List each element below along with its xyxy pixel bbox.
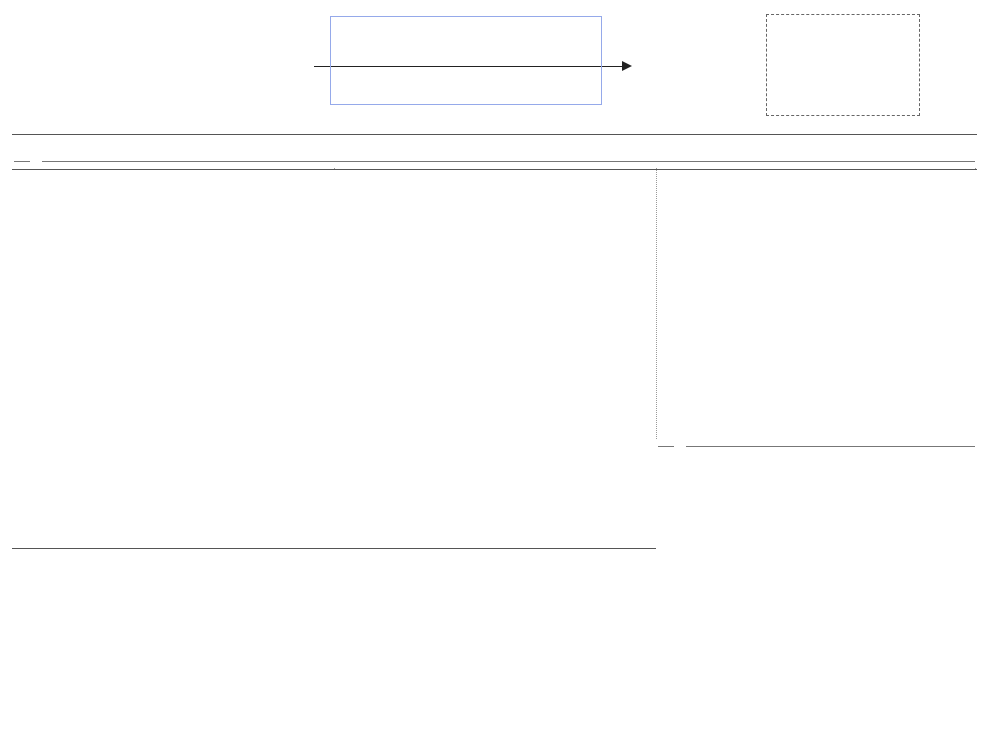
reaction-arrowhead-icon <box>622 61 632 71</box>
conditions-box <box>330 16 602 105</box>
reactant-2a-block <box>202 14 312 88</box>
secondary-alcohols-divider <box>656 439 977 453</box>
reactant-1-block <box>40 14 190 74</box>
ligand-l1-box <box>766 14 920 116</box>
reaction-conditions <box>314 16 632 124</box>
scheme-figure <box>0 0 989 170</box>
tertiary-section-end-line <box>12 548 656 549</box>
product-block <box>638 14 756 88</box>
substrate-scope-table <box>12 134 977 170</box>
column-divider-dotted <box>656 168 657 445</box>
right-edge-divider-dotted <box>975 168 976 169</box>
divider-line <box>42 161 975 162</box>
ligand-l1-structure <box>767 15 915 111</box>
divider-line <box>686 446 975 447</box>
divider-line <box>658 446 674 447</box>
table-header-row <box>12 134 977 154</box>
dioxazolone-2a-structure <box>202 14 312 88</box>
product-amide-structure <box>638 14 756 88</box>
divider-line <box>14 161 30 162</box>
tertiary-alcohols-divider <box>12 154 977 169</box>
reactant-1-structure <box>40 14 190 74</box>
column-divider-dotted <box>334 168 335 169</box>
reaction-scheme <box>40 14 977 132</box>
